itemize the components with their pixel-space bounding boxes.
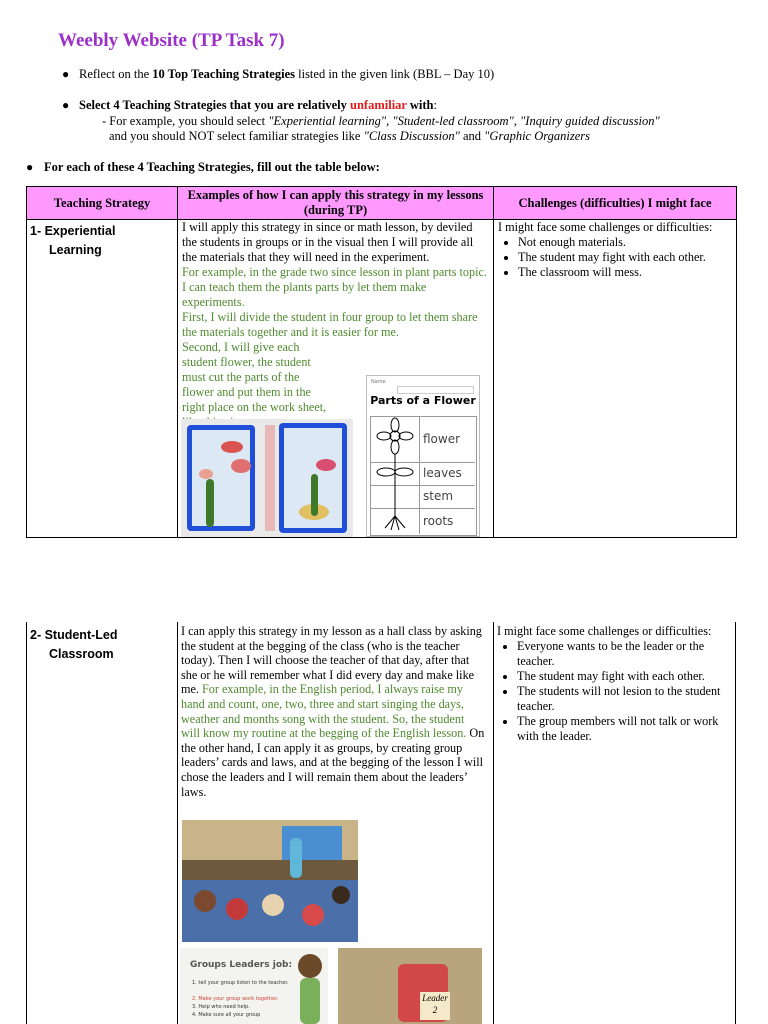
student bbox=[332, 886, 350, 904]
classroom-photo bbox=[182, 820, 358, 942]
challenge-item: • The students will not lesion to the student teacher. bbox=[517, 684, 729, 714]
example-green-paragraph: Second, I will give each student flower, the student must cut the parts of the flower and put them in the right place on the work sheet, bbox=[182, 340, 327, 414]
example-paragraph: I can apply this strategy in my lesson as a hall class by asking the student at the begging of the class (who is the teacher today). Then I will choose the teacher of that day, after that she or he will remember what I did every day and make like me. bbox=[181, 624, 482, 697]
example-paragraph: On the other hand, I can apply it as groups, by creating group leaders’ cards and laws, and at the begging of the lesson I will chose the leaders and I will remain them about the leaders’ laws. bbox=[181, 726, 485, 799]
strategy-name bbox=[27, 624, 179, 664]
example-paragraph: I will apply this strategy in since or math lesson, by deviled the students in groups or in the visual then I will provide all the materials that they will need in the experiment. bbox=[182, 220, 474, 264]
bullet-text: listed in the given link (BBL – Day 10) bbox=[295, 67, 495, 81]
leader-card-heading: Groups Leaders job: bbox=[190, 960, 293, 970]
bullet-colon: : bbox=[433, 98, 437, 112]
student bbox=[194, 890, 216, 912]
leader-label: Leader 2 bbox=[420, 992, 450, 1020]
student bbox=[226, 898, 248, 920]
bullet-reflect bbox=[62, 67, 495, 82]
challenge-item: • Not enough materials. bbox=[518, 235, 732, 250]
table-border bbox=[735, 622, 736, 1024]
bullet-dot: ● bbox=[62, 67, 70, 81]
worksheet-word: flower bbox=[423, 432, 461, 446]
example-strategy: "Experiential learning" bbox=[268, 114, 387, 128]
challenge-item: • The student may fight with each other. bbox=[517, 669, 729, 684]
strategy-cell bbox=[27, 220, 178, 538]
challenges-text bbox=[494, 220, 736, 280]
flower-drawing-icon bbox=[371, 416, 419, 534]
strategy-name-rest: Classroom bbox=[49, 647, 114, 661]
bullet-bold-text: Select 4 Teaching Strategies that you are relatively bbox=[79, 98, 351, 112]
example-green-paragraph: For example, in the English period, I always raise my hand and count, one, two, three and start singing the days, weather and months song with the student. So, the student will know my routine at the begging of the English lesson. bbox=[181, 682, 467, 741]
challenge-item: • The student may fight with each other. bbox=[518, 250, 732, 265]
girl-body bbox=[300, 978, 320, 1024]
challenges-text bbox=[497, 624, 729, 744]
parts-of-flower-worksheet bbox=[366, 375, 480, 537]
tulip-stem bbox=[206, 479, 214, 527]
worksheet-title: Parts of a Flower bbox=[370, 394, 476, 407]
bullet-bold-text: 10 Top Teaching Strategies bbox=[152, 67, 295, 81]
strategy-number: 2- Student-Led bbox=[30, 628, 118, 642]
strategy-number: 1- Experiential bbox=[30, 224, 116, 238]
bullet-dot: ● bbox=[62, 98, 70, 112]
example-text: - For example, you should select bbox=[102, 114, 269, 128]
tulip-petal bbox=[231, 459, 251, 473]
strategy-name-rest: Learning bbox=[49, 243, 102, 257]
girl-illustration bbox=[298, 954, 322, 978]
header-challenges: Challenges (difficulties) I might face bbox=[494, 187, 737, 220]
group-leaders-card-photo bbox=[180, 948, 328, 1024]
challenge-item: • The group members will not talk or work with the leader. bbox=[517, 714, 729, 744]
challenge-intro: I might face some challenges or difficulties: bbox=[498, 220, 713, 234]
leader-card-line: 1. tell your group listen to the teacher. bbox=[192, 980, 289, 986]
leader-card-line: 4. Make sure all your group bbox=[192, 1012, 261, 1018]
table-header-row bbox=[27, 187, 737, 220]
tray bbox=[187, 425, 255, 531]
leader-card-line: 2. Make your group work together. bbox=[192, 996, 279, 1002]
student bbox=[262, 894, 284, 916]
table-border bbox=[493, 622, 494, 1024]
teacher-student bbox=[290, 838, 302, 878]
example-green-paragraph: First, I will divide the student in four group to let them share the materials together and it is easier for me. bbox=[182, 310, 478, 339]
tulip-stem bbox=[311, 474, 318, 516]
document-title: Weebly Website (TP Task 7) bbox=[58, 30, 285, 51]
leader-card-line: 3. Help who need help. bbox=[192, 1004, 250, 1010]
table-border bbox=[26, 622, 27, 1024]
challenge-list bbox=[497, 639, 729, 744]
leader-badge-photo bbox=[338, 948, 482, 1024]
bullet-select bbox=[62, 98, 437, 113]
student bbox=[302, 904, 324, 926]
worksheet-name-label: Name bbox=[371, 379, 386, 385]
grid-divider bbox=[419, 416, 420, 534]
worksheet-word: roots bbox=[423, 514, 454, 528]
example-green-paragraph: For example, in the grade two since lesson in plant parts topic. I can teach them the plants parts by let them make experiments. bbox=[182, 265, 487, 309]
example-line-1 bbox=[102, 114, 660, 129]
example-line-2 bbox=[109, 129, 590, 144]
unfamiliar-highlight: unfamiliar bbox=[350, 98, 407, 112]
example-strategy: "Class Discussion" bbox=[363, 129, 460, 143]
strategy-name bbox=[27, 220, 177, 260]
tulip-petal bbox=[221, 441, 243, 453]
worksheet-word: stem bbox=[423, 489, 454, 503]
separator: , bbox=[513, 114, 521, 128]
ruler-strip bbox=[265, 425, 275, 531]
example-strategy: "Graphic Organizers bbox=[484, 129, 591, 143]
tulip-petal bbox=[316, 459, 336, 471]
header-examples: Examples of how I can apply this strategy in my lessons (during TP) bbox=[178, 187, 494, 220]
example-strategy: "Inquiry guided discussion" bbox=[520, 114, 660, 128]
table-border bbox=[177, 622, 178, 1024]
bullet-bold-text: with bbox=[406, 98, 434, 112]
name-line bbox=[397, 386, 474, 394]
tulip-petal bbox=[199, 469, 213, 479]
separator: and bbox=[459, 129, 485, 143]
example-text: and you should NOT select familiar strategies like bbox=[109, 129, 364, 143]
challenge-list bbox=[498, 235, 732, 280]
challenge-item: • Everyone wants to be the leader or the teacher. bbox=[517, 639, 729, 669]
bullet-text: Reflect on the bbox=[79, 67, 153, 81]
header-teaching-strategy: Teaching Strategy bbox=[27, 187, 178, 220]
bullet-instruction bbox=[26, 160, 380, 175]
example-strategy: "Student-led classroom" bbox=[392, 114, 514, 128]
challenge-item: • The classroom will mess. bbox=[518, 265, 732, 280]
separator: , bbox=[386, 114, 393, 128]
bullet-dot: ● bbox=[26, 160, 34, 174]
bullet-bold-text: For each of these 4 Teaching Strategies, fill out the table below: bbox=[44, 160, 380, 174]
challenge-intro: I might face some challenges or difficulties: bbox=[497, 624, 712, 638]
examples-text bbox=[181, 624, 486, 799]
flower-trays-photo bbox=[181, 419, 353, 537]
worksheet-word: leaves bbox=[423, 466, 462, 480]
challenges-cell bbox=[494, 220, 737, 538]
